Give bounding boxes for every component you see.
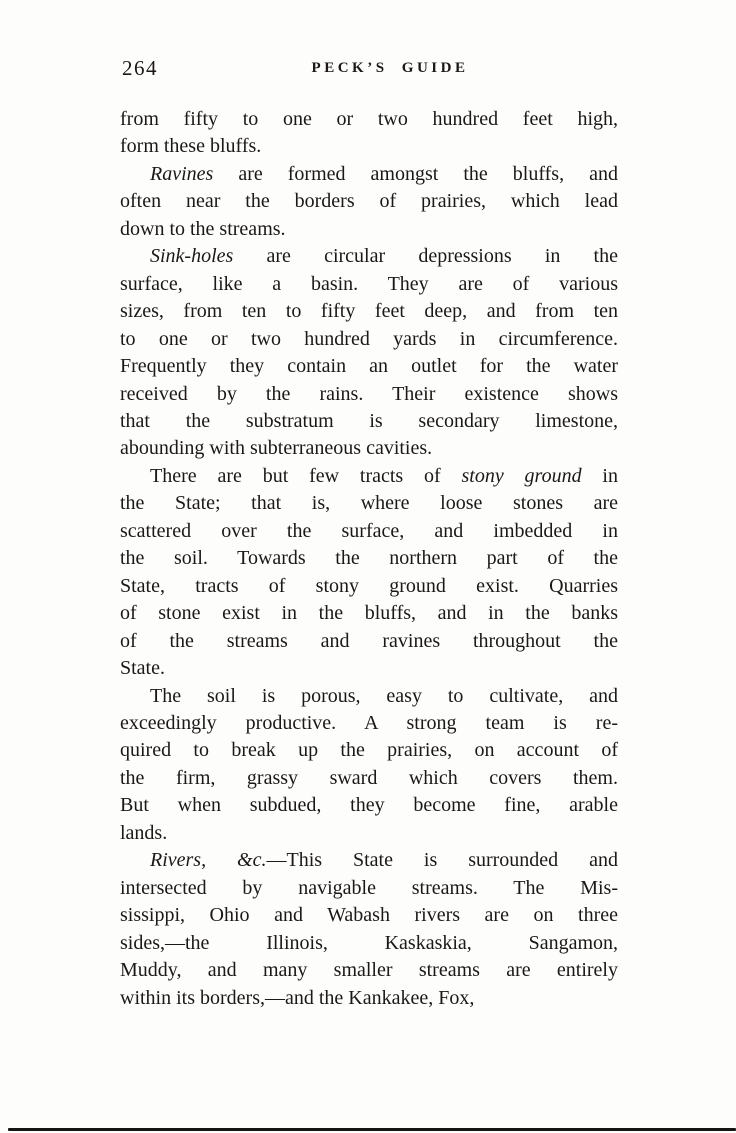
text-line (120, 957, 618, 984)
text-segment: down to the streams. (120, 217, 286, 240)
text-segment: State. (120, 657, 165, 680)
text-segment: quired to break up the prairies, on account of (120, 739, 618, 762)
text-line (120, 188, 618, 215)
text-line (120, 463, 618, 490)
text-segment: to one or two hundred yards in circumference. (120, 327, 618, 350)
text-line (120, 820, 618, 847)
italic-text: Rivers, &c. (150, 849, 267, 872)
text-segment: intersected by navigable streams. The Mis- (120, 876, 618, 899)
text-segment: scattered over the surface, and imbedded in (120, 519, 618, 542)
text-line (120, 106, 618, 133)
text-segment: surface, like a basin. They are of various (120, 272, 618, 295)
text-line (120, 545, 618, 572)
text-line (120, 792, 618, 819)
text-segment: But when subdued, they become fine, arable (120, 794, 618, 817)
text-line (120, 381, 618, 408)
paragraph (120, 243, 618, 463)
text-segment: Muddy, and many smaller streams are entirely (120, 959, 618, 982)
text-line (120, 930, 618, 957)
text-line (120, 765, 618, 792)
text-segment: of the streams and ravines throughout the (120, 629, 618, 652)
text-line (120, 737, 618, 764)
text-segment: that the substratum is secondary limestone, (120, 409, 618, 432)
running-header: PECK’S GUIDE (311, 60, 469, 76)
text-segment: sissippi, Ohio and Wabash rivers are on three (120, 904, 618, 927)
text-segment: are circular depressions in the (233, 245, 618, 268)
text-line (120, 875, 618, 902)
text-line (120, 271, 618, 298)
text-line (120, 573, 618, 600)
text-line (120, 243, 618, 270)
text-segment: form these bluffs. (120, 135, 262, 158)
text-line (120, 161, 618, 188)
paragraph (120, 683, 618, 848)
paragraph (120, 847, 618, 1012)
text-segment: abounding with subterraneous cavities. (120, 437, 433, 460)
text-line (120, 518, 618, 545)
paragraph (120, 463, 618, 683)
text-segment: the soil. Towards the northern part of the (120, 547, 618, 570)
text-segment: exceedingly productive. A strong team is re- (120, 711, 618, 734)
text-line (120, 683, 618, 710)
text-segment: within its borders,—and the Kankakee, Fox, (120, 986, 475, 1009)
text-line (120, 628, 618, 655)
text-segment: often near the borders of prairies, which lead (120, 190, 618, 213)
text-segment: in (581, 464, 618, 487)
text-line (120, 326, 618, 353)
text-segment: lands. (120, 821, 168, 844)
text-line (120, 435, 618, 462)
text-segment: are formed amongst the bluffs, and (213, 162, 618, 185)
paragraph (120, 161, 618, 243)
page-number: 264 (122, 56, 158, 80)
text-segment: State, tracts of stony ground exist. Quarries (120, 574, 618, 597)
text-block (120, 106, 618, 1012)
text-line (120, 655, 618, 682)
text-segment: The soil is porous, easy to cultivate, and (150, 684, 618, 707)
italic-text: Sink-holes (150, 245, 234, 268)
text-segment: received by the rains. Their existence shows (120, 382, 618, 405)
paragraph (120, 106, 618, 161)
text-line (120, 408, 618, 435)
text-segment: of stone exist in the bluffs, and in the banks (120, 602, 618, 625)
text-segment: There are but few tracts of (150, 464, 462, 487)
text-segment: sides,—the Illinois, Kaskaskia, Sangamon, (120, 931, 618, 954)
text-segment: Frequently they contain an outlet for the water (120, 355, 618, 378)
text-segment: sizes, from ten to fifty feet deep, and from ten (120, 300, 618, 323)
text-line (120, 353, 618, 380)
text-line (120, 298, 618, 325)
text-segment: from fifty to one or two hundred feet high, (120, 108, 618, 130)
text-line (120, 847, 618, 874)
page-header (120, 56, 618, 90)
text-segment: the State; that is, where loose stones are (120, 492, 618, 515)
text-segment: the firm, grassy sward which covers them. (120, 766, 618, 789)
text-segment: —This State is surrounded and (266, 849, 619, 872)
text-line (120, 902, 618, 929)
text-line (120, 600, 618, 627)
italic-text: Ravines (150, 162, 214, 185)
scan-edge-artifact (8, 1128, 736, 1131)
text-line (120, 490, 618, 517)
italic-text: stony ground (461, 464, 582, 487)
text-line (120, 710, 618, 737)
text-line (120, 216, 618, 243)
text-line (120, 985, 618, 1012)
text-line (120, 133, 618, 160)
